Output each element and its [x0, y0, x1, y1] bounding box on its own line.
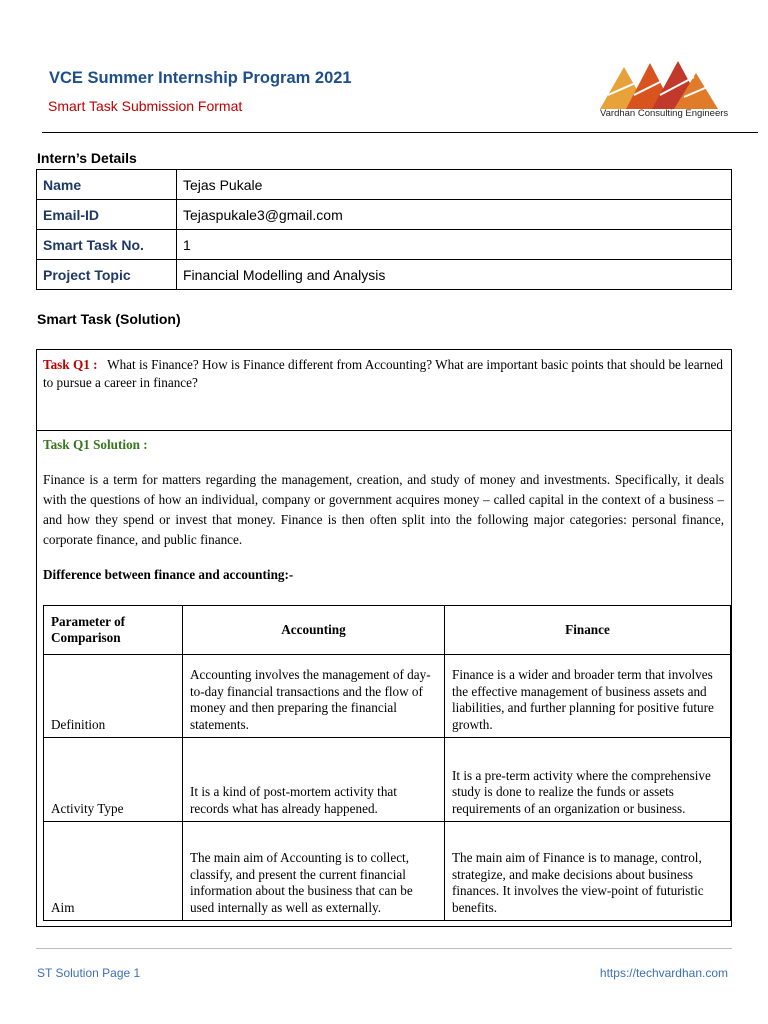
solution-paragraph: Finance is a term for matters regarding the management, creation, and study of money and investments. Specifically, it deals with the questions of how an individual, company or government acquires money – called capital in the context of a business – and how they spend or invest that money. Finance is then often split into the following major categories: personal finance, corporate finance, and public finance. — [43, 472, 724, 547]
difference-heading: Difference between finance and accounting:- — [43, 567, 294, 582]
footer-page-label: ST Solution Page 1 — [37, 966, 141, 980]
column-header: Finance — [445, 606, 731, 655]
column-header: Accounting — [183, 606, 445, 655]
field-value: Tejaspukale3@gmail.com — [177, 200, 732, 230]
footer-website-link[interactable]: https://techvardhan.com — [599, 966, 728, 980]
question-text: What is Finance? How is Finance different from Accounting? What are important basic points that should be learned to pursue a career in finance? — [43, 357, 723, 390]
table-row — [37, 260, 732, 290]
comparison-table — [43, 605, 731, 921]
table-row — [44, 822, 731, 921]
header-divider — [42, 132, 758, 133]
column-header: Parameter of Comparison — [44, 606, 183, 655]
field-label: Project Topic — [37, 260, 177, 290]
program-title: VCE Summer Internship Program 2021 — [49, 69, 352, 87]
field-value: Financial Modelling and Analysis — [177, 260, 732, 290]
table-cell: Activity Type — [44, 738, 183, 822]
table-cell: Finance is a wider and broader term that involves the effective management of business assets and liabilities, and further planning for positive future growth. — [445, 655, 731, 738]
smart-task-heading: Smart Task (Solution) — [37, 311, 181, 327]
question-label: Task Q1 : — [43, 357, 98, 372]
field-label: Name — [37, 170, 177, 200]
intern-details-table — [36, 169, 732, 290]
table-header-row — [44, 606, 731, 655]
field-label: Email-ID — [37, 200, 177, 230]
table-cell: The main aim of Accounting is to collect, classify, and present the current financial information about the business that can be used internally as well as externally. — [183, 822, 445, 921]
field-value: 1 — [177, 230, 732, 260]
intern-details-heading: Intern’s Details — [37, 150, 137, 166]
table-cell: Accounting involves the management of day-to-day financial transactions and the flow of money and then preparing the financial statements. — [183, 655, 445, 738]
table-cell: Aim — [44, 822, 183, 921]
field-value: Tejas Pukale — [177, 170, 732, 200]
table-row — [37, 200, 732, 230]
field-label: Smart Task No. — [37, 230, 177, 260]
logo-caption: Vardhan Consulting Engineers — [600, 108, 729, 119]
solution-label: Task Q1 Solution : — [43, 437, 148, 452]
table-cell: It is a pre-term activity where the comprehensive study is done to realize the funds or assets requirements of an organization or business. — [445, 738, 731, 822]
task-divider — [36, 430, 732, 431]
format-subtitle: Smart Task Submission Format — [48, 98, 243, 114]
table-cell: The main aim of Finance is to manage, control, strategize, and make decisions about business finances. It involves the view-point of futuristic benefits. — [445, 822, 731, 921]
table-row — [44, 655, 731, 738]
table-cell: It is a kind of post-mortem activity that records what has already happened. — [183, 738, 445, 822]
footer-divider — [36, 948, 732, 949]
table-row — [44, 738, 731, 822]
table-cell: Definition — [44, 655, 183, 738]
table-row — [37, 170, 732, 200]
table-row — [37, 230, 732, 260]
question-block — [43, 356, 724, 392]
